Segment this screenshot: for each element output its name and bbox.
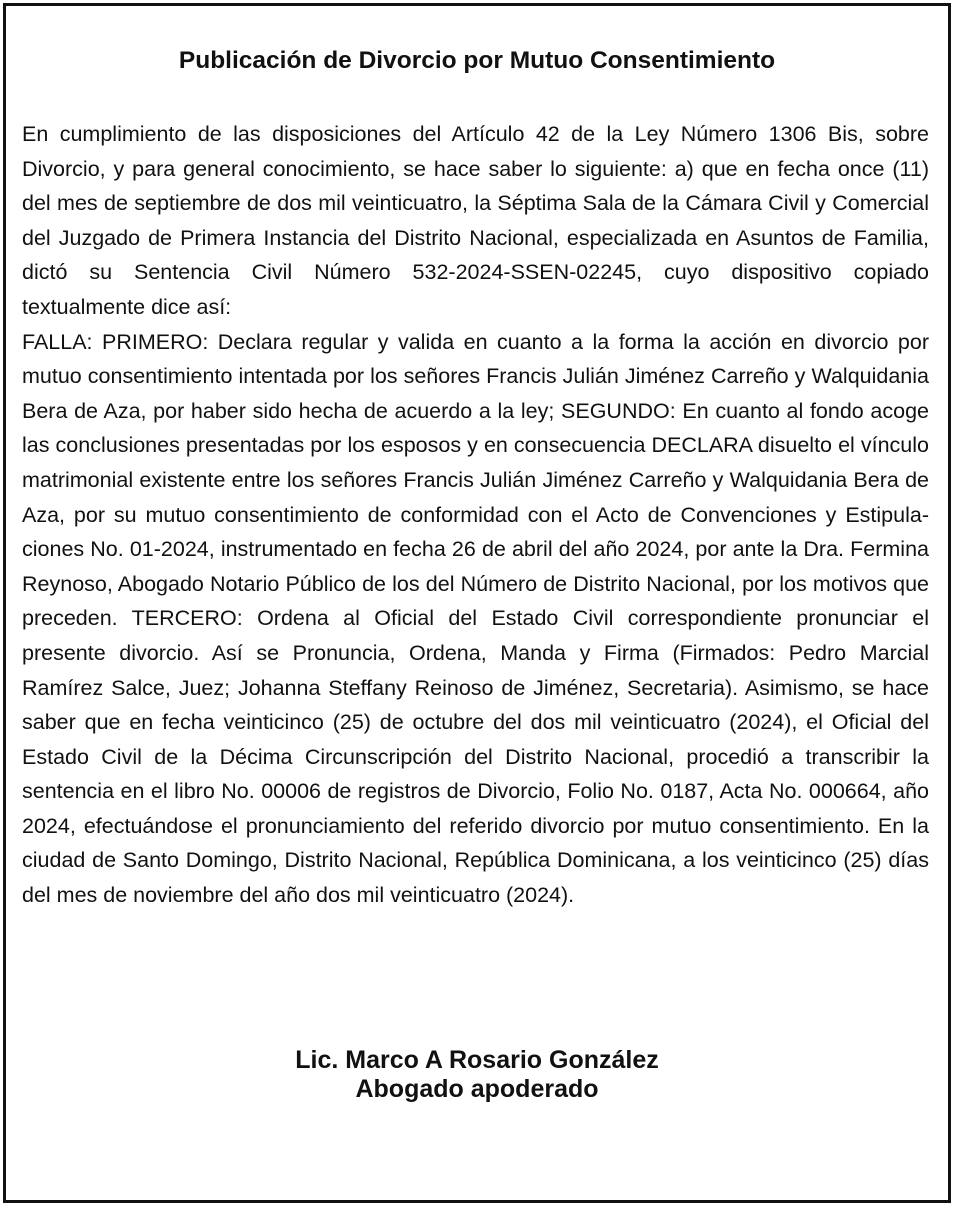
signatory-role: Abogado apoderado (355, 1075, 599, 1103)
signature-block (6, 1046, 948, 1104)
notice-paragraph-intro: En cumplimiento de las disposiciones del Artículo 42 de la Ley Número 1306 Bis, sobre Divorcio, y para general conocimiento, se hace saber lo siguiente: a) que en fecha once (11) del mes de septiembre de dos mil veinticuatro, la Séptima Sala de la Cámara Civil y Comercial del Juzgado de Primera Instancia del Distrito Nacional, especializada en Asuntos de Familia, dictó su Sentencia Civil Número 532-2024-SSEN-02245, cuyo dispositivo copiado textualmente dice así: (22, 122, 929, 319)
notice-paragraph-ruling: FALLA: PRIMERO: Declara regular y valida en cuanto a la forma la acción en divorcio por mutuo consentimiento intentada por los señores Francis Julián Jiménez Carreño y Walquidania Bera de Aza, por haber sido hecha de acuerdo a la ley; SEGUNDO: En cuanto al fondo acoge las conclusiones presentadas por los esposos y en consecuencia DECLARA disuelto el vínculo matrimonial existente entre los señores Francis Julián Jiménez Carreño y Walquidania Bera de Aza, por su mutuo consentimiento de conformidad con el Acto de Convenciones y Estipulaciones No. 01-2024, instrumentado en fecha 26 de abril del año 2024, por ante la Dra. Fermina Reynoso, Abogado Notario Público de los del Número de Distrito Nacional, por los motivos que preceden. TERCERO: Ordena al Oficial del Estado Civil correspondiente pronunciar el presente divorcio. Así se Pronuncia, Ordena, Manda y Firma (Firmados: Pedro Marcial Ramírez Salce, Juez; Johanna Steffany Reinoso de Jiménez, Secretaria). Asimismo, se hace saber que en fecha veinticinco (25) de octubre del dos mil veinticuatro (2024), el Oficial del Estado Civil de la Décima Circunscripción del Distrito Nacional, procedió a transcribir la sentencia en el libro No. 00006 de registros de Divorcio, Folio No. 0187, Acta No. 000664, año 2024, efectuándose el pronunciamiento del referido divorcio por mutuo consentimiento. En la ciudad de Santo Domingo, Distrito Nacional, República Dominicana, a los veinticinco (25) días del mes de noviembre del año dos mil veinticuatro (2024). (22, 329, 929, 908)
notice-title: Publicación de Divorcio por Mutuo Consentimiento (178, 47, 776, 74)
signatory-name: Lic. Marco A Rosario González (295, 1046, 659, 1074)
notice-frame (3, 3, 951, 1203)
notice-body (22, 117, 929, 913)
